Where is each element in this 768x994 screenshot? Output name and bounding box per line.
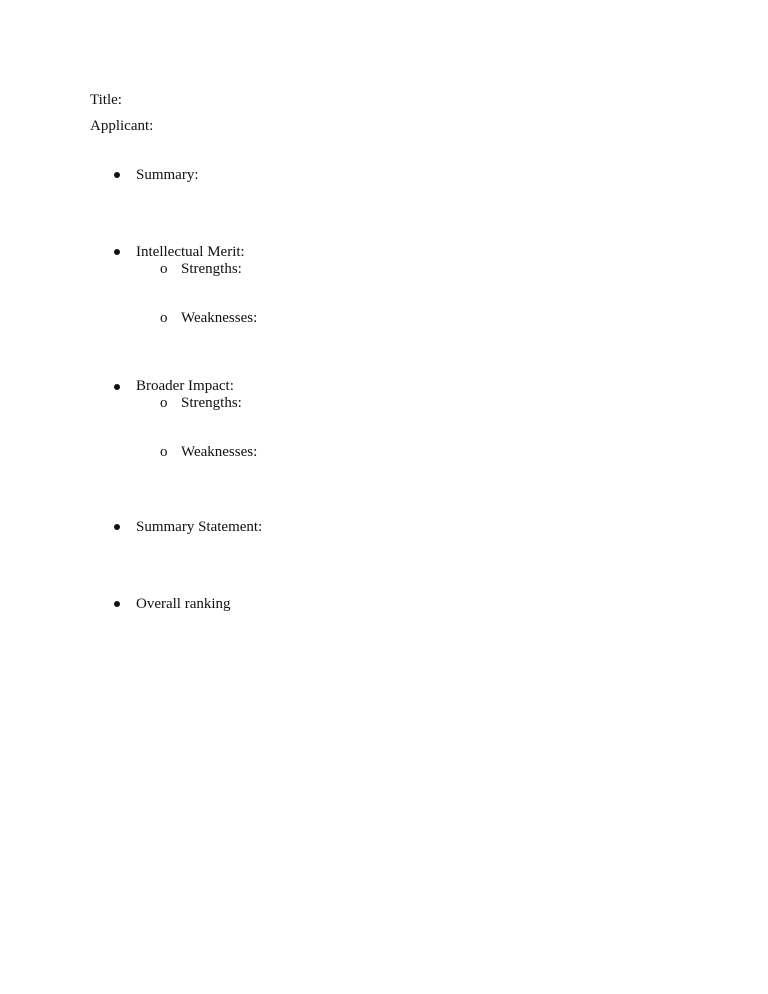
summary-label: Summary: [136,167,199,183]
sub-bullet-icon: o [160,261,168,277]
im-strengths-label: Strengths: [181,261,242,277]
intellectual-merit-label: Intellectual Merit: [136,244,245,260]
broader-impact-label: Broader Impact: [136,378,234,394]
bullet-icon [114,249,120,255]
im-weaknesses-label: Weaknesses: [181,310,258,326]
sub-bullet-icon: o [160,395,168,411]
overall-ranking-label: Overall ranking [136,596,231,612]
applicant-label: Applicant: [90,118,154,134]
bullet-icon [114,172,120,178]
summary-statement-label: Summary Statement: [136,519,263,535]
bullet-icon [114,524,120,530]
sub-bullet-icon: o [160,444,168,460]
bi-strengths-label: Strengths: [181,395,242,411]
bi-weaknesses-label: Weaknesses: [181,444,258,460]
title-label: Title: [90,92,122,108]
bullet-icon [114,601,120,607]
bullet-icon [114,384,120,390]
sub-bullet-icon: o [160,310,168,326]
